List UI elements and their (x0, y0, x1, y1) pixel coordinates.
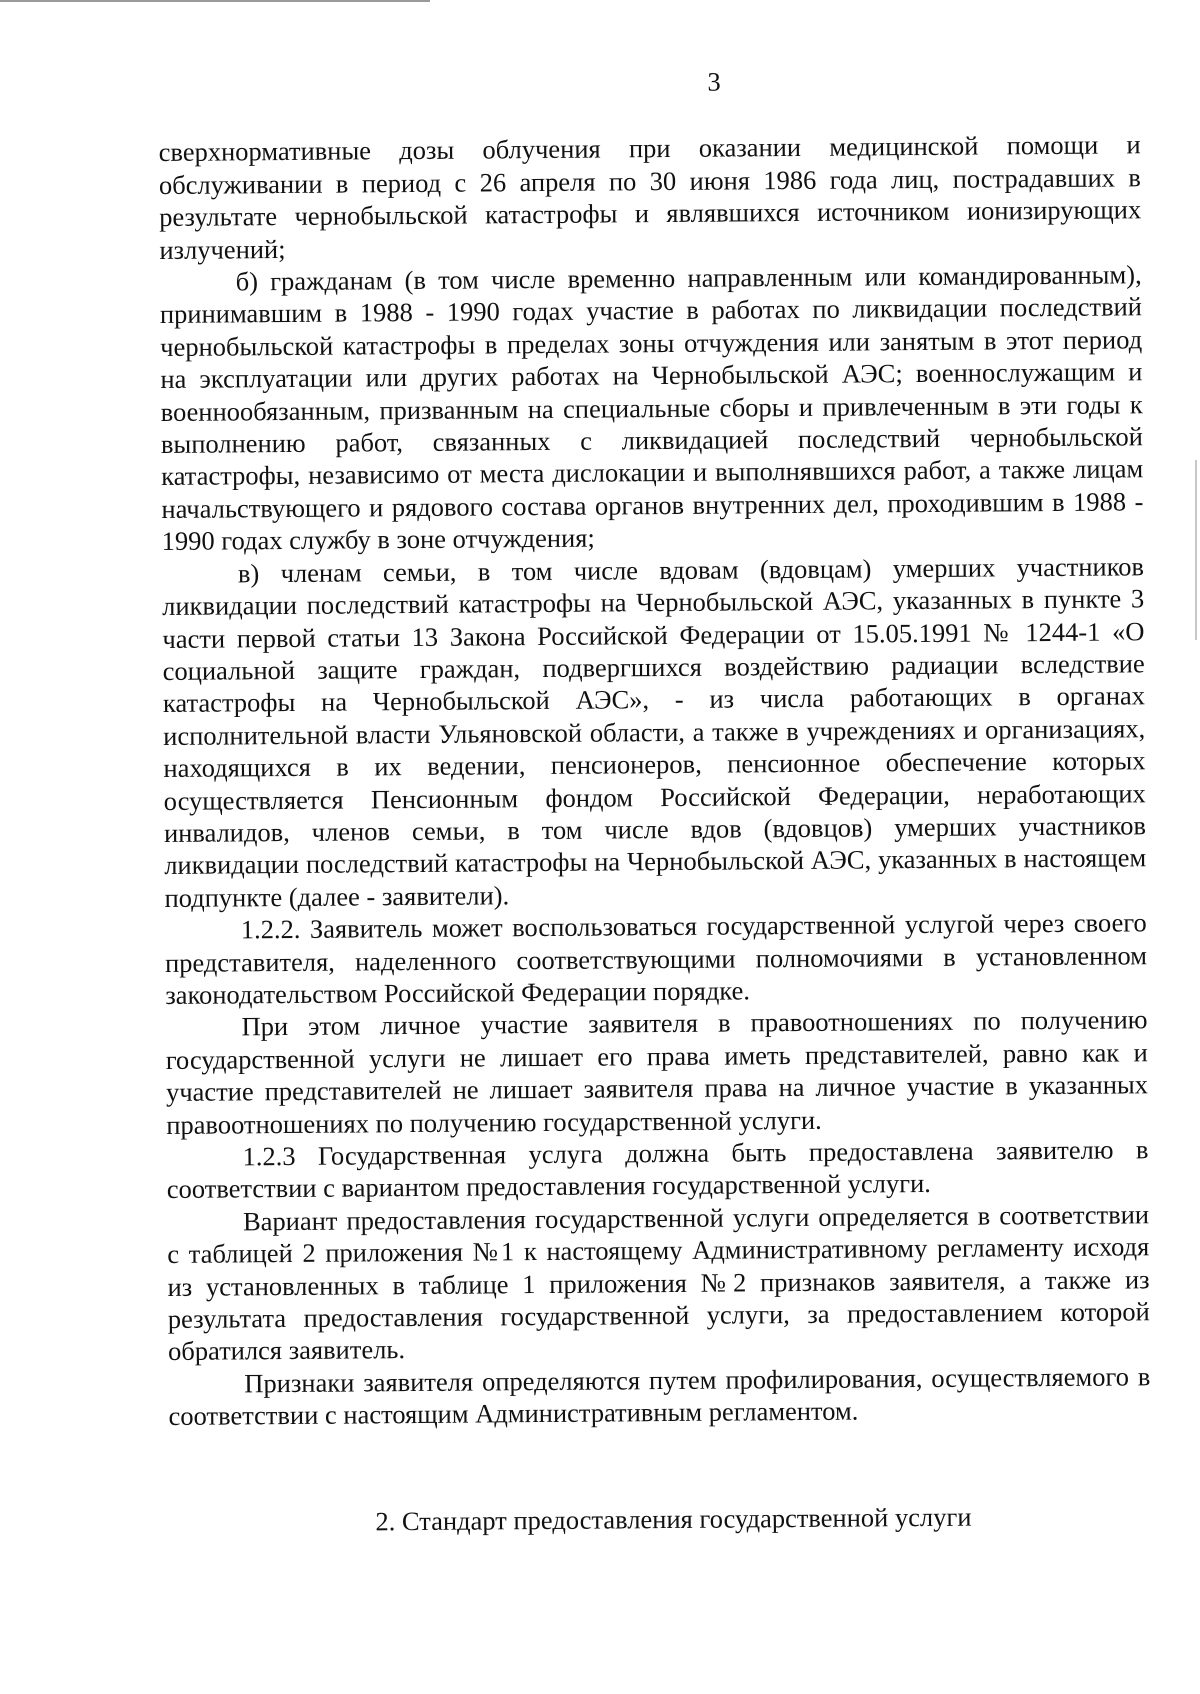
paragraph-1-2-3: 1.2.3 Государственная услуга должна быть предоставлена заявителю в соответствии с вариантом предоставления государственной услуги. (166, 1134, 1149, 1205)
document-page (158, 62, 1152, 1539)
paragraph-applicant-attributes: Признаки заявителя определяются путем профилирования, осуществляемого в соответствии с настоящим Административным регламентом. (168, 1361, 1151, 1432)
page-number: 3 (707, 66, 721, 97)
paragraph-1-2-2: 1.2.2. Заявитель может воспользоваться государственной услугой через своего представителя, наделенного соответствующими полномочиями в установленном законодательством Российской Федерации порядке. (164, 907, 1148, 1010)
scan-right-edge (1195, 460, 1197, 640)
paragraph-radiation-doses: сверхнормативные дозы облучения при оказании медицинской помощи и обслуживании в период с 26 апреля по 30 июня 1986 года лиц, пострадавших в результате чернобыльской катастрофы и являвшихся источником ионизирующих излучений; (158, 129, 1142, 265)
paragraph-service-variant: Вариант предоставления государственной услуги определяется в соответствии с таблицей 2 приложения №1 к настоящему Административному регламенту исходя из установленных в таблице 1 приложения №2 признаков заявителя, а также из результата предоставления государственной услуги, за предоставлением которой обратился заявитель. (167, 1199, 1150, 1367)
scan-top-edge (0, 0, 430, 2)
paragraph-item-b: б) гражданам (в том числе временно направленным или командированным), принимавшим в 1988 - 1990 годах участие в работах по ликвидации последствий чернобыльской катастрофы в пределах зоны отчуждения или занятым в этот период на эксплуатации или других работах на Чернобыльской АЭС; военнослужащим и военнообязанным, призванным на специальные сборы и привлеченным в эти годы к выполнению работ, связанных с ликвидацией последствий чернобыльской катастрофы, независимо от места дислокации и выполнявшихся работ, а также лицам начальствующего и рядового состава органов внутренних дел, проходившим в 1988 - 1990 годах службу в зоне отчуждения; (159, 259, 1144, 557)
section-heading: 2. Стандарт предоставления государственной услуги (375, 1501, 972, 1536)
paragraph-personal-participation: При этом личное участие заявителя в правоотношениях по получению государственной услуги не лишает его права иметь представителей, равно как и участие представителей не лишает заявителя права на личное участие в указанных правоотношениях по получению государственной услуги. (165, 1004, 1149, 1140)
paragraph-item-v: в) членам семьи, в том числе вдовам (вдовцам) умерших участников ликвидации последствий катастрофы на Чернобыльской АЭС, указанных в пункте 3 части первой статьи 13 Закона Российской Федерации от 15.05.1991 № 1244-1 «О социальной защите граждан, подвергшихся воздействию радиации вследствие катастрофы на Чернобыльской АЭС», - из числа работающих в органах исполнительной власти Ульяновской области, а также в учреждениях и организациях, находящихся в их ведении, пенсионеров, пенсионное обеспечение которых осуществляется Пенсионным фондом Российской Федерации, неработающих инвалидов, членов семьи, в том числе вдов (вдовцов) умерших участников ликвидации последствий катастрофы на Чернобыльской АЭС, указанных в настоящем подпункте (далее - заявители). (162, 550, 1147, 913)
